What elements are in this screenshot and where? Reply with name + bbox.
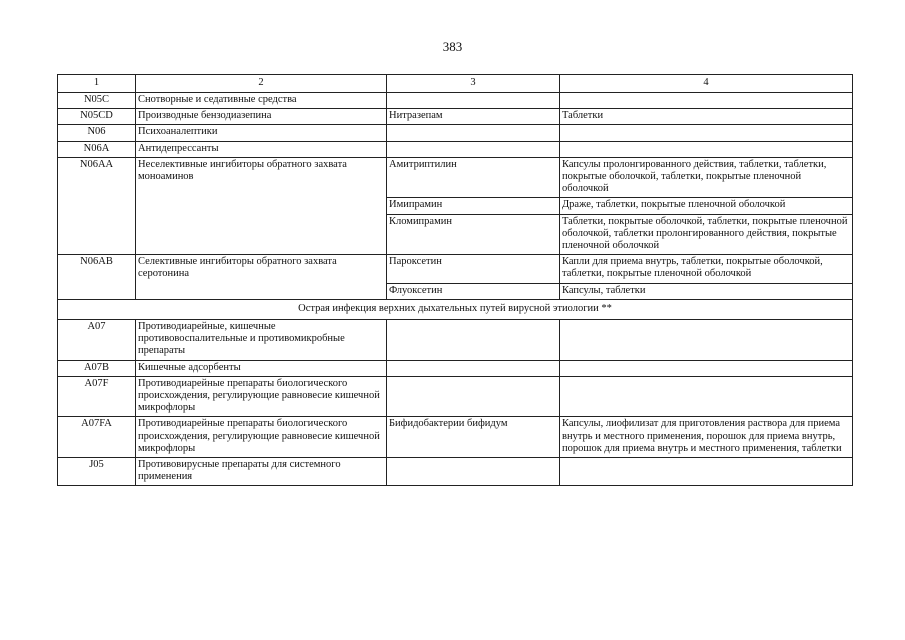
drug-cell: Флуоксетин bbox=[387, 283, 560, 299]
group-cell: Снотворные и седативные средства bbox=[136, 93, 387, 109]
table-row bbox=[58, 93, 853, 109]
atc-code-cell: N06AB bbox=[58, 255, 136, 300]
atc-code-cell: A07FA bbox=[58, 417, 136, 458]
table-row bbox=[58, 376, 853, 417]
group-cell: Антидепрессанты bbox=[136, 141, 387, 157]
atc-code-cell: A07 bbox=[58, 320, 136, 361]
atc-code-cell: N06A bbox=[58, 141, 136, 157]
column-header: 4 bbox=[560, 75, 853, 93]
group-cell: Психоаналептики bbox=[136, 125, 387, 141]
dosage-form-cell: Таблетки bbox=[560, 109, 853, 125]
dosage-form-cell: Таблетки, покрытые оболочкой, таблетки, покрытые пленочной оболочкой, таблетки пролонгированного действия, покрытые пленочной оболочкой bbox=[560, 214, 853, 255]
dosage-form-cell: Капсулы пролонгированного действия, таблетки, таблетки, покрытые оболочкой, таблетки, покрытые пленочной оболочкой bbox=[560, 157, 853, 198]
drug-cell bbox=[387, 125, 560, 141]
drug-cell bbox=[387, 141, 560, 157]
drug-cell bbox=[387, 458, 560, 486]
group-cell: Противодиарейные препараты биологического происхождения, регулирующие равновесие кишечной микрофлоры bbox=[136, 417, 387, 458]
drug-cell: Пароксетин bbox=[387, 255, 560, 283]
drug-cell: Кломипрамин bbox=[387, 214, 560, 255]
group-cell: Кишечные адсорбенты bbox=[136, 360, 387, 376]
section-heading: Острая инфекция верхних дыхательных путей вирусной этиологии ** bbox=[58, 299, 853, 319]
table-row bbox=[58, 360, 853, 376]
dosage-form-cell: Капсулы, лиофилизат для приготовления раствора для приема внутрь и местного применения, порошок для приема внутрь, порошок для приема внутрь и местного применения, таблетки bbox=[560, 417, 853, 458]
column-header: 2 bbox=[136, 75, 387, 93]
atc-code-cell: A07F bbox=[58, 376, 136, 417]
dosage-form-cell bbox=[560, 141, 853, 157]
atc-code-cell: N06AA bbox=[58, 157, 136, 254]
dosage-form-cell bbox=[560, 93, 853, 109]
dosage-form-cell bbox=[560, 320, 853, 361]
group-cell: Производные бензодиазепина bbox=[136, 109, 387, 125]
table-row bbox=[58, 157, 853, 198]
column-header: 3 bbox=[387, 75, 560, 93]
atc-code-cell: N06 bbox=[58, 125, 136, 141]
drug-cell bbox=[387, 320, 560, 361]
atc-code-cell: A07B bbox=[58, 360, 136, 376]
dosage-form-cell: Капсулы, таблетки bbox=[560, 283, 853, 299]
drug-cell: Бифидобактерии бифидум bbox=[387, 417, 560, 458]
group-cell: Селективные ингибиторы обратного захвата серотонина bbox=[136, 255, 387, 300]
column-header: 1 bbox=[58, 75, 136, 93]
dosage-form-cell: Драже, таблетки, покрытые пленочной оболочкой bbox=[560, 198, 853, 214]
dosage-form-cell bbox=[560, 360, 853, 376]
page-number: 383 bbox=[442, 39, 463, 54]
dosage-form-cell bbox=[560, 458, 853, 486]
drug-cell bbox=[387, 93, 560, 109]
drug-cell bbox=[387, 376, 560, 417]
dosage-form-cell bbox=[560, 376, 853, 417]
table-row bbox=[58, 417, 853, 458]
group-cell: Противодиарейные препараты биологического происхождения, регулирующие равновесие кишечной микрофлоры bbox=[136, 376, 387, 417]
drug-cell bbox=[387, 360, 560, 376]
table-row bbox=[58, 320, 853, 361]
drug-cell: Имипрамин bbox=[387, 198, 560, 214]
table-row bbox=[58, 141, 853, 157]
section-row bbox=[58, 299, 853, 319]
drug-cell: Нитразепам bbox=[387, 109, 560, 125]
table-row bbox=[58, 458, 853, 486]
dosage-form-cell bbox=[560, 125, 853, 141]
table-header-row bbox=[58, 75, 853, 93]
drug-cell: Амитриптилин bbox=[387, 157, 560, 198]
group-cell: Противовирусные препараты для системного применения bbox=[136, 458, 387, 486]
dosage-form-cell: Капли для приема внутрь, таблетки, покрытые оболочкой, таблетки, покрытые пленочной оболочкой bbox=[560, 255, 853, 283]
atc-code-cell: J05 bbox=[58, 458, 136, 486]
table-row bbox=[58, 125, 853, 141]
atc-code-cell: N05C bbox=[58, 93, 136, 109]
group-cell: Неселективные ингибиторы обратного захвата моноаминов bbox=[136, 157, 387, 254]
drug-table bbox=[57, 74, 853, 486]
group-cell: Противодиарейные, кишечные противовоспалительные и противомикробные препараты bbox=[136, 320, 387, 361]
table-row bbox=[58, 109, 853, 125]
atc-code-cell: N05CD bbox=[58, 109, 136, 125]
table-row bbox=[58, 255, 853, 283]
